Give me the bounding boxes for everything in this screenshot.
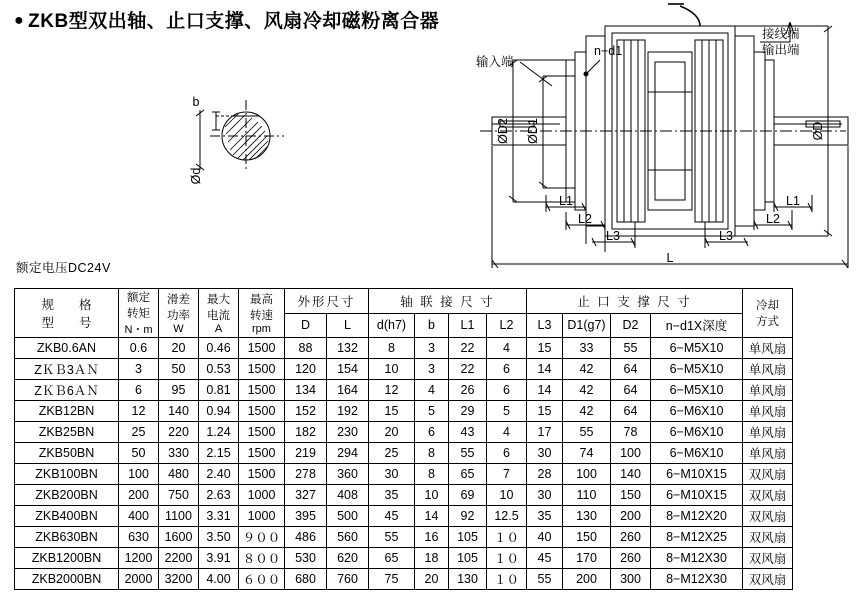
cell-d: 30 [369, 464, 415, 485]
cell-speed: 1500 [239, 464, 285, 485]
header-sub-L1: L1 [449, 313, 487, 338]
cell-D1: 55 [563, 422, 611, 443]
header-slip-power-l1: 滑差 [167, 294, 190, 306]
cell-current: 3.50 [199, 527, 239, 548]
cell-L: 408 [327, 485, 369, 506]
cell-nd1: 6−M5X10 [651, 338, 743, 359]
cell-current: 2.15 [199, 443, 239, 464]
cell-torque: 0.6 [119, 338, 159, 359]
cell-D: 395 [285, 506, 327, 527]
cell-D1: 74 [563, 443, 611, 464]
cell-D: 88 [285, 338, 327, 359]
cell-b: 14 [415, 506, 449, 527]
cell-D2: 140 [611, 464, 651, 485]
cell-D2: 300 [611, 569, 651, 590]
cell-nd1: 6−M6X10 [651, 422, 743, 443]
cell-L: 500 [327, 506, 369, 527]
cell-d: 8 [369, 338, 415, 359]
table-row [15, 569, 793, 590]
cell-power: 95 [159, 380, 199, 401]
cell-cooling: 单风扇 [743, 422, 793, 443]
cell-power: 1100 [159, 506, 199, 527]
table-row [15, 338, 793, 359]
cell-L3: 15 [527, 401, 563, 422]
cell-speed: 1000 [239, 506, 285, 527]
header-max-speed-unit: rpm [252, 323, 271, 335]
cell-cooling: 单风扇 [743, 359, 793, 380]
cell-L3: 55 [527, 569, 563, 590]
cell-speed: ６００ [239, 569, 285, 590]
cell-d: 45 [369, 506, 415, 527]
cell-model: ZKB100BN [15, 464, 119, 485]
cell-speed: 1500 [239, 443, 285, 464]
cell-current: 3.91 [199, 548, 239, 569]
cell-L2: 6 [487, 359, 527, 380]
cell-D1: 100 [563, 464, 611, 485]
cell-cooling: 双风扇 [743, 485, 793, 506]
cell-D2: 260 [611, 527, 651, 548]
header-sub-D1: D1(g7) [563, 313, 611, 338]
label-phi-D1: ØD1 [526, 118, 540, 144]
cell-d: 10 [369, 359, 415, 380]
cell-L: 620 [327, 548, 369, 569]
header-sub-nd1: n−d1X深度 [651, 313, 743, 338]
cell-torque: 100 [119, 464, 159, 485]
cell-D2: 55 [611, 338, 651, 359]
drawing-svg [0, 0, 860, 278]
cell-L2: 6 [487, 443, 527, 464]
cell-D1: 150 [563, 527, 611, 548]
cell-b: 10 [415, 485, 449, 506]
cell-b: 3 [415, 338, 449, 359]
cell-L: 154 [327, 359, 369, 380]
technical-drawing [0, 0, 860, 275]
cell-D1: 42 [563, 401, 611, 422]
cell-d: 25 [369, 443, 415, 464]
cell-current: 0.94 [199, 401, 239, 422]
cell-L1: 92 [449, 506, 487, 527]
cell-D2: 64 [611, 380, 651, 401]
cell-L2: 10 [487, 485, 527, 506]
cell-cooling: 单风扇 [743, 380, 793, 401]
table-body [15, 338, 793, 590]
cell-torque: 1200 [119, 548, 159, 569]
cell-model: ZKB0.6AN [15, 338, 119, 359]
cell-b: 18 [415, 548, 449, 569]
cell-nd1: 8−M12X25 [651, 527, 743, 548]
cell-L1: 105 [449, 548, 487, 569]
cell-D: 680 [285, 569, 327, 590]
cell-D1: 130 [563, 506, 611, 527]
cell-L1: 65 [449, 464, 487, 485]
table-row [15, 527, 793, 548]
cell-power: 2200 [159, 548, 199, 569]
cell-model: ZKB1200BN [15, 548, 119, 569]
cell-D2: 260 [611, 548, 651, 569]
cell-model: ZＫＢ6ＡＮ [15, 380, 119, 401]
header-cooling [743, 289, 793, 338]
table-row [15, 506, 793, 527]
header-spec-line1: 规 格 [41, 298, 92, 312]
header-max-current [199, 289, 239, 338]
cell-current: 4.00 [199, 569, 239, 590]
table-row [15, 464, 793, 485]
header-sub-L3: L3 [527, 313, 563, 338]
cell-current: 3.31 [199, 506, 239, 527]
cell-speed: 1500 [239, 359, 285, 380]
cell-L: 294 [327, 443, 369, 464]
cell-L2: 5 [487, 401, 527, 422]
header-cooling-l1: 冷却 [756, 300, 779, 312]
cell-nd1: 8−M12X30 [651, 569, 743, 590]
header-sub-d: d(h7) [369, 313, 415, 338]
cell-torque: 630 [119, 527, 159, 548]
label-L3-right: L3 [719, 229, 733, 243]
label-output-end: 输出端 [762, 43, 800, 57]
header-slip-power-unit: W [173, 323, 184, 335]
cell-power: 140 [159, 401, 199, 422]
cell-d: 12 [369, 380, 415, 401]
cell-L2: １０ [487, 527, 527, 548]
cell-speed: ８００ [239, 548, 285, 569]
cell-D1: 42 [563, 380, 611, 401]
cell-nd1: 8−M12X20 [651, 506, 743, 527]
header-spigot-group: 止 口 支 撑 尺 寸 [527, 289, 743, 314]
cell-L1: 26 [449, 380, 487, 401]
cell-b: 3 [415, 359, 449, 380]
label-L1-left: L1 [559, 194, 573, 208]
cell-D2: 100 [611, 443, 651, 464]
cell-L1: 130 [449, 569, 487, 590]
cell-D2: 78 [611, 422, 651, 443]
header-sub-b: b [415, 313, 449, 338]
cell-speed: ９００ [239, 527, 285, 548]
header-max-speed-l2: 转速 [250, 310, 273, 322]
header-sub-L2: L2 [487, 313, 527, 338]
cell-power: 750 [159, 485, 199, 506]
cell-current: 1.24 [199, 422, 239, 443]
cell-L2: 7 [487, 464, 527, 485]
header-slip-power-l2: 功率 [167, 310, 190, 322]
cell-L3: 30 [527, 443, 563, 464]
cell-D: 327 [285, 485, 327, 506]
cell-current: 2.40 [199, 464, 239, 485]
cell-power: 50 [159, 359, 199, 380]
header-sub-D: D [285, 313, 327, 338]
cell-d: 65 [369, 548, 415, 569]
label-L3-left: L3 [606, 229, 620, 243]
cell-L1: 69 [449, 485, 487, 506]
cell-power: 480 [159, 464, 199, 485]
header-spec-line2: 型 号 [41, 316, 92, 330]
cell-D: 530 [285, 548, 327, 569]
cell-D2: 64 [611, 359, 651, 380]
cell-model: ZＫＢ3ＡＮ [15, 359, 119, 380]
label-input-end: 输入端 [476, 55, 514, 69]
header-cooling-l2: 方式 [756, 316, 779, 328]
cell-nd1: 6−M5X10 [651, 380, 743, 401]
cell-L1: 29 [449, 401, 487, 422]
cell-D2: 200 [611, 506, 651, 527]
cell-model: ZKB630BN [15, 527, 119, 548]
label-L2-left: L2 [578, 212, 592, 226]
table-row [15, 443, 793, 464]
cell-nd1: 6−M10X15 [651, 485, 743, 506]
header-max-speed [239, 289, 285, 338]
cell-L: 760 [327, 569, 369, 590]
cell-D: 152 [285, 401, 327, 422]
label-b: b [192, 95, 200, 109]
cell-power: 220 [159, 422, 199, 443]
cell-L: 360 [327, 464, 369, 485]
cell-nd1: 6−M5X10 [651, 359, 743, 380]
label-L1-right: L1 [786, 194, 800, 208]
cell-D2: 64 [611, 401, 651, 422]
cell-D1: 110 [563, 485, 611, 506]
rated-voltage: 额定电压DC24V [16, 261, 111, 275]
cell-b: 4 [415, 380, 449, 401]
label-phi-d: Ød [189, 167, 203, 185]
cell-power: 1600 [159, 527, 199, 548]
cell-L: 560 [327, 527, 369, 548]
cell-D: 278 [285, 464, 327, 485]
cell-power: 20 [159, 338, 199, 359]
cell-cooling: 单风扇 [743, 443, 793, 464]
cell-current: 0.81 [199, 380, 239, 401]
cell-D1: 42 [563, 359, 611, 380]
cell-d: 75 [369, 569, 415, 590]
label-L: L [666, 251, 674, 265]
cell-d: 15 [369, 401, 415, 422]
cell-D: 182 [285, 422, 327, 443]
cell-cooling: 双风扇 [743, 464, 793, 485]
cell-L3: 40 [527, 527, 563, 548]
cell-torque: 400 [119, 506, 159, 527]
cell-L2: １０ [487, 548, 527, 569]
cell-L: 164 [327, 380, 369, 401]
cell-torque: 200 [119, 485, 159, 506]
cell-model: ZKB12BN [15, 401, 119, 422]
cell-D1: 33 [563, 338, 611, 359]
cell-torque: 50 [119, 443, 159, 464]
cell-torque: 2000 [119, 569, 159, 590]
cell-current: 0.46 [199, 338, 239, 359]
cell-model: ZKB200BN [15, 485, 119, 506]
table-row [15, 401, 793, 422]
cell-nd1: 6−M6X10 [651, 401, 743, 422]
cell-L3: 28 [527, 464, 563, 485]
cell-d: 20 [369, 422, 415, 443]
cell-nd1: 6−M6X10 [651, 443, 743, 464]
cell-model: ZKB50BN [15, 443, 119, 464]
cell-power: 330 [159, 443, 199, 464]
cell-cooling: 双风扇 [743, 506, 793, 527]
cell-L2: 4 [487, 422, 527, 443]
cell-current: 2.63 [199, 485, 239, 506]
label-L2-right: L2 [766, 212, 780, 226]
label-wiring-end: 接线端 [762, 27, 800, 41]
cell-L3: 15 [527, 338, 563, 359]
cell-b: 5 [415, 401, 449, 422]
cell-L3: 14 [527, 380, 563, 401]
cell-speed: 1500 [239, 338, 285, 359]
cell-speed: 1500 [239, 380, 285, 401]
cell-b: 8 [415, 464, 449, 485]
spec-table [14, 288, 793, 590]
cell-cooling: 双风扇 [743, 569, 793, 590]
cell-D: 134 [285, 380, 327, 401]
cell-torque: 12 [119, 401, 159, 422]
cell-cooling: 双风扇 [743, 527, 793, 548]
cell-b: 8 [415, 443, 449, 464]
cell-model: ZKB400BN [15, 506, 119, 527]
cell-L1: 55 [449, 443, 487, 464]
header-rated-torque-l1: 额定 [127, 292, 150, 304]
cell-power: 3200 [159, 569, 199, 590]
cell-current: 0.53 [199, 359, 239, 380]
table-header-row-1 [15, 289, 793, 314]
cell-D1: 170 [563, 548, 611, 569]
cell-nd1: 6−M10X15 [651, 464, 743, 485]
cell-D: 219 [285, 443, 327, 464]
cell-L3: 17 [527, 422, 563, 443]
cell-L1: 105 [449, 527, 487, 548]
cell-model: ZKB2000BN [15, 569, 119, 590]
bullet-icon: ● [14, 12, 25, 29]
table-row [15, 359, 793, 380]
cell-L3: 35 [527, 506, 563, 527]
cell-nd1: 8−M12X30 [651, 548, 743, 569]
cell-L2: 4 [487, 338, 527, 359]
cell-L: 230 [327, 422, 369, 443]
cell-L1: 22 [449, 359, 487, 380]
label-n-d1: n−d1 [594, 44, 623, 58]
label-phi-D: ØD [811, 121, 825, 141]
page-title-text: ZKB型双出轴、止口支撑、风扇冷却磁粉离合器 [28, 11, 440, 32]
cell-D: 486 [285, 527, 327, 548]
cell-L1: 43 [449, 422, 487, 443]
cell-L2: １０ [487, 569, 527, 590]
table-row [15, 548, 793, 569]
table-row [15, 422, 793, 443]
cell-d: 55 [369, 527, 415, 548]
cell-cooling: 双风扇 [743, 548, 793, 569]
header-spec [15, 289, 119, 338]
header-max-speed-l1: 最高 [250, 294, 273, 306]
header-sub-L: L [327, 313, 369, 338]
cell-L3: 14 [527, 359, 563, 380]
cell-d: 35 [369, 485, 415, 506]
cell-torque: 25 [119, 422, 159, 443]
header-shaft-group: 轴 联 接 尺 寸 [369, 289, 527, 314]
cell-L3: 30 [527, 485, 563, 506]
cell-L2: 6 [487, 380, 527, 401]
header-rated-torque-l2: 转矩 [127, 308, 150, 320]
cell-L1: 22 [449, 338, 487, 359]
cell-cooling: 单风扇 [743, 401, 793, 422]
cell-D: 120 [285, 359, 327, 380]
cell-speed: 1500 [239, 401, 285, 422]
cell-L: 132 [327, 338, 369, 359]
header-max-current-l2: 电流 [207, 310, 230, 322]
header-max-current-l1: 最大 [207, 294, 230, 306]
cell-b: 20 [415, 569, 449, 590]
cell-torque: 3 [119, 359, 159, 380]
table-row [15, 485, 793, 506]
cell-cooling: 单风扇 [743, 338, 793, 359]
cell-D1: 200 [563, 569, 611, 590]
header-sub-D2: D2 [611, 313, 651, 338]
cell-speed: 1500 [239, 422, 285, 443]
header-max-current-unit: A [214, 323, 223, 335]
cell-D2: 150 [611, 485, 651, 506]
label-phi-D2: ØD2 [496, 118, 510, 144]
cell-L3: 45 [527, 548, 563, 569]
header-outline-group: 外形尺寸 [285, 289, 369, 314]
cell-L: 192 [327, 401, 369, 422]
header-rated-torque-unit: N・m [124, 324, 153, 336]
cell-model: ZKB25BN [15, 422, 119, 443]
cell-L2: 12.5 [487, 506, 527, 527]
header-rated-torque [119, 289, 159, 338]
cell-speed: 1000 [239, 485, 285, 506]
cell-b: 16 [415, 527, 449, 548]
header-slip-power [159, 289, 199, 338]
table-row [15, 380, 793, 401]
cell-torque: 6 [119, 380, 159, 401]
cell-b: 6 [415, 422, 449, 443]
